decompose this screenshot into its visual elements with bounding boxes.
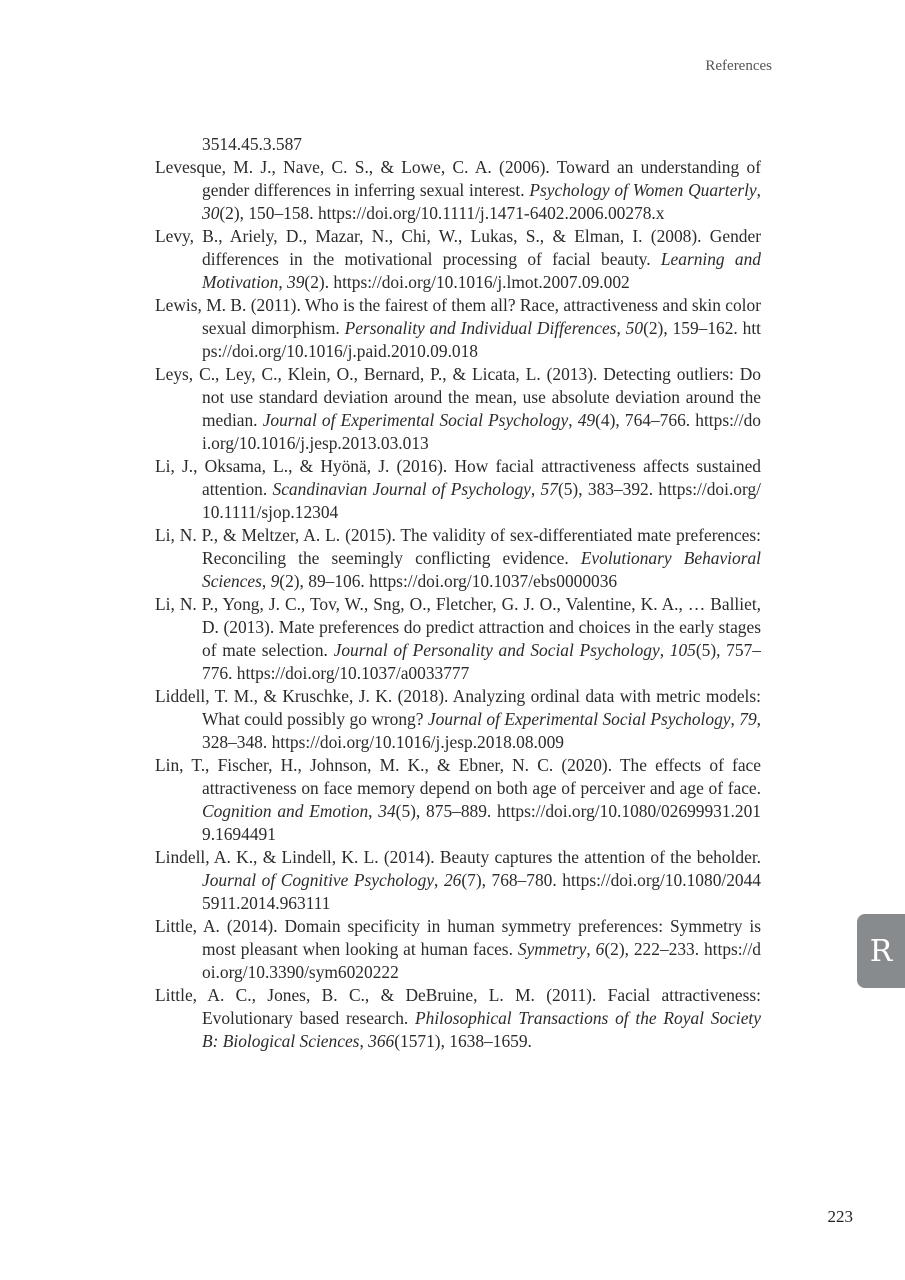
reference-entry: [155, 294, 761, 363]
reference-authors-title: Lin, T., Fischer, H., Johnson, M. K., & Ebner, N. C. (2020). The effects of face attractiveness on face memory depend on both age of perceiver and age of face.: [155, 755, 761, 798]
reference-volume: 34: [378, 801, 396, 821]
reference-journal: Journal of Experimental Social Psychology: [427, 709, 731, 729]
reference-authors-title: Lindell, A. K., & Lindell, K. L. (2014). Beauty captures the attention of the beholder.: [155, 847, 761, 867]
reference-journal: Journal of Experimental Social Psychology: [262, 410, 569, 430]
reference-volume: 105: [669, 640, 696, 660]
reference-entry: [155, 225, 761, 294]
reference-separator: ,: [568, 410, 578, 430]
reference-journal: Evolutionary Behavioral Sciences: [202, 548, 761, 591]
reference-volume: 9: [270, 571, 280, 591]
reference-authors-title: Lewis, M. B. (2011). Who is the fairest of them all? Race, attractiveness and skin color sexual dimorphism.: [155, 295, 761, 338]
reference-separator: ,: [261, 571, 271, 591]
reference-doi[interactable]: https://doi.org/10.1111/sjop.12304: [202, 479, 761, 522]
running-head: References: [705, 58, 772, 74]
reference-authors-title: Li, N. P., Yong, J. C., Tov, W., Sng, O., Fletcher, G. J. O., Valentine, K. A., … Balliet, D. (2013). Mate preferences do predict attraction and choices in the early stages of mate selection.: [155, 594, 761, 660]
reference-list: [155, 133, 761, 1053]
reference-pages: (4), 764–766.: [595, 410, 696, 430]
reference-pages: (2), 150–158.: [219, 203, 318, 223]
section-tab[interactable]: R: [857, 914, 905, 988]
reference-authors-title: Little, A. C., Jones, B. C., & DeBruine, L. M. (2011). Facial attractiveness: Evolutionary based research.: [155, 985, 761, 1028]
reference-entry: [155, 984, 761, 1053]
reference-pages: (2), 159–162.: [643, 318, 743, 338]
reference-entry: [155, 156, 761, 225]
reference-entry: [155, 846, 761, 915]
reference-pages: (5), 383–392.: [557, 479, 659, 499]
reference-separator: ,: [359, 1031, 369, 1051]
reference-volume: 39: [287, 272, 305, 292]
reference-pages: (1571), 1638–1659.: [394, 1031, 532, 1051]
reference-separator: ,: [616, 318, 626, 338]
reference-entry: [155, 754, 761, 846]
reference-doi[interactable]: https://doi.org/10.1037/ebs0000036: [369, 571, 618, 591]
reference-doi[interactable]: https://doi.org/10.3390/sym6020222: [202, 939, 761, 982]
reference-separator: ,: [368, 801, 379, 821]
reference-separator: ,: [530, 479, 541, 499]
reference-journal: Journal of Cognitive Psychology: [202, 870, 435, 890]
reference-pages: (7), 768–780.: [461, 870, 563, 890]
reference-authors-title: Liddell, T. M., & Kruschke, J. K. (2018). Analyzing ordinal data with metric models: What could possibly go wrong?: [155, 686, 761, 729]
reference-separator: ,: [756, 180, 762, 200]
reference-journal: Philosophical Transactions of the Royal Society B: Biological Sciences: [202, 1008, 761, 1051]
reference-doi[interactable]: https://doi.org/10.1111/j.1471-6402.2006.00278.x: [317, 203, 665, 223]
reference-entries: [155, 156, 761, 1053]
reference-volume: 26: [443, 870, 462, 890]
reference-journal: Journal of Personality and Social Psychology: [333, 640, 660, 660]
reference-doi[interactable]: https://doi.org/10.1037/a0033777: [236, 663, 470, 683]
page-number: 223: [827, 1207, 853, 1226]
reference-pages: (2), 89–106.: [279, 571, 370, 591]
reference-doi[interactable]: https://doi.org/10.1080/20445911.2014.963111: [202, 870, 761, 913]
reference-authors-title: Li, J., Oksama, L., & Hyönä, J. (2016). How facial attractiveness affects sustained attention.: [155, 456, 761, 499]
reference-journal: Scandinavian Journal of Psychology: [272, 479, 531, 499]
reference-doi[interactable]: https://doi.org/10.1016/j.jesp.2018.08.009: [271, 732, 564, 752]
reference-volume: 30: [202, 203, 220, 223]
reference-volume: 366: [368, 1031, 395, 1051]
reference-journal: Psychology of Women Quarterly: [529, 180, 757, 200]
reference-journal: Symmetry: [517, 939, 587, 959]
reference-entry: [155, 363, 761, 455]
reference-volume: 50: [625, 318, 644, 338]
reference-authors-title: Li, N. P., & Meltzer, A. L. (2015). The validity of sex-differentiated mate preferences: Reconciling the seemingly conflicting evidence.: [155, 525, 761, 568]
reference-journal: Personality and Individual Differences: [344, 318, 617, 338]
reference-volume: 57: [540, 479, 558, 499]
reference-entry: [155, 455, 761, 524]
reference-entry: [155, 915, 761, 984]
reference-pages: (2).: [304, 272, 334, 292]
reference-doi[interactable]: https://doi.org/10.1016/j.paid.2010.09.018: [202, 318, 761, 361]
reference-continuation: 3514.45.3.587: [202, 134, 302, 154]
reference-doi[interactable]: https://doi.org/10.1016/j.jesp.2013.03.013: [202, 410, 761, 453]
reference-separator: ,: [659, 640, 670, 660]
reference-entry: [155, 685, 761, 754]
reference-entry: [155, 593, 761, 685]
reference-separator: ,: [434, 870, 444, 890]
reference-authors-title: Leys, C., Ley, C., Klein, O., Bernard, P., & Licata, L. (2013). Detecting outliers: Do not use standard deviation around the mean, use absolute deviation around the median.: [155, 364, 761, 430]
reference-volume: 79: [739, 709, 757, 729]
reference-separator: ,: [278, 272, 288, 292]
reference-separator: ,: [586, 939, 596, 959]
reference-authors-title: Levy, B., Ariely, D., Mazar, N., Chi, W., Lukas, S., & Elman, I. (2008). Gender differences in the motivational processing of facial beauty.: [155, 226, 761, 269]
reference-separator: ,: [730, 709, 740, 729]
reference-pages: (5), 757–776.: [202, 640, 761, 683]
reference-volume: 6: [595, 939, 605, 959]
reference-entry: [155, 524, 761, 593]
reference-journal: Cognition and Emotion: [202, 801, 369, 821]
reference-volume: 49: [577, 410, 596, 430]
reference-doi[interactable]: https://doi.org/10.1016/j.lmot.2007.09.002: [333, 272, 630, 292]
reference-pages: , 328–348.: [202, 709, 761, 752]
reference-pages: (5), 875–889.: [395, 801, 498, 821]
reference-journal: Learning and Motivation: [202, 249, 761, 292]
reference-pages: (2), 222–233.: [604, 939, 704, 959]
reference-authors-title: Little, A. (2014). Domain specificity in human symmetry preferences: Symmetry is most pleasant when looking at human faces.: [155, 916, 761, 959]
reference-authors-title: Levesque, M. J., Nave, C. S., & Lowe, C. A. (2006). Toward an understanding of gender differences in inferring sexual interest.: [155, 157, 761, 200]
reference-doi[interactable]: https://doi.org/10.1080/02699931.2019.1694491: [202, 801, 761, 844]
